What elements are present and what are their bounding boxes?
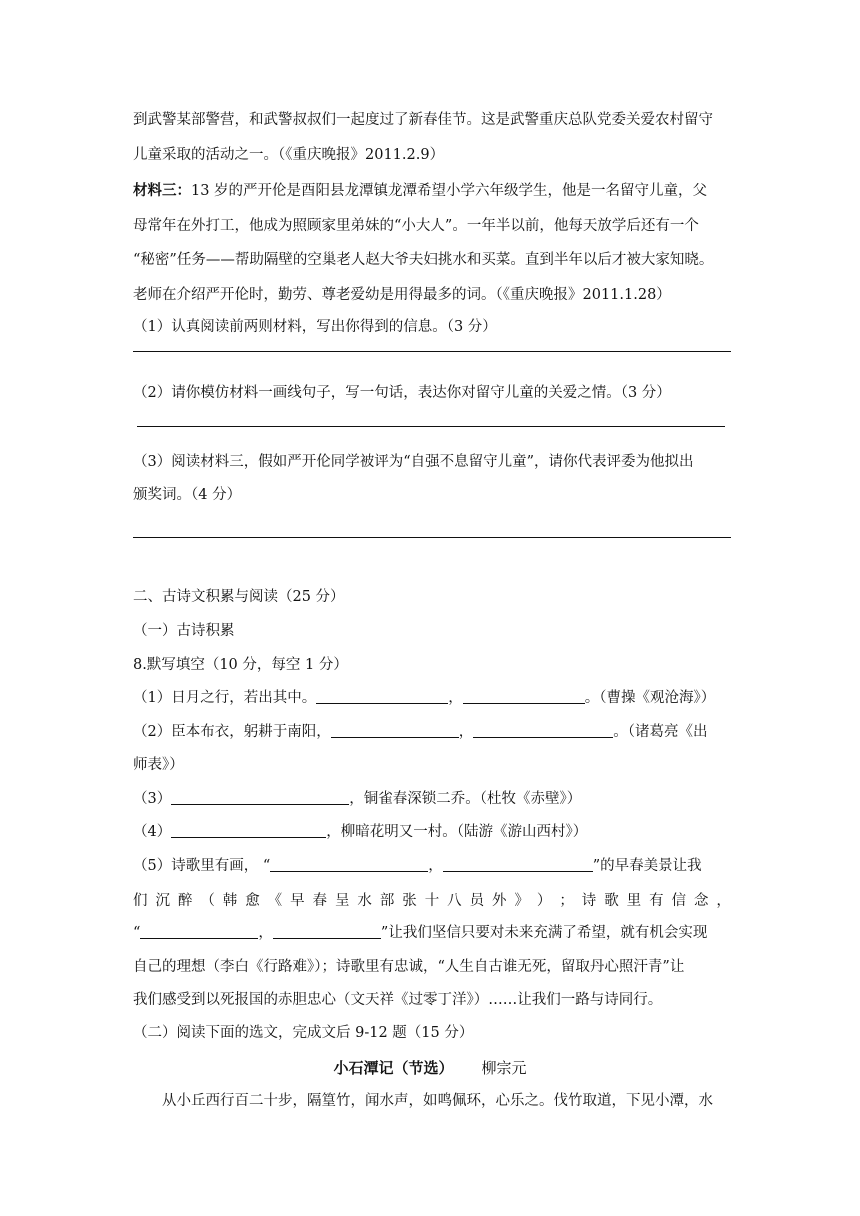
fill-2-line2: 师表》） — [133, 757, 184, 773]
fill-5-line2-char: 春 — [312, 893, 327, 909]
fill-5-line2 — [133, 889, 731, 910]
fill-2-blank-b[interactable] — [473, 722, 613, 738]
material3-line1 — [133, 180, 707, 202]
fill-4-blank[interactable] — [171, 822, 326, 838]
material2-line1: 到武警某部警营，和武警叔叔们一起度过了新春佳节。这是武警重庆总队党委关爱农村留守 — [133, 112, 713, 128]
fill-5-line2-char: 里 — [626, 893, 642, 909]
fill-5-line2-char: 早 — [290, 893, 305, 909]
fill-5-suffix: ”的早春美景让我 — [592, 858, 702, 874]
fill-5-line4: 自己的理想（李白《行路难》）；诗歌里有忠诚，“人生自古谁无死，留取丹心照汗青”让 — [133, 959, 685, 975]
fill-2-prefix: （2）臣本布衣，躬耕于南阳， — [133, 724, 331, 740]
fill-5-line2-char: 歌 — [604, 893, 619, 909]
fill-2-mid: ， — [458, 724, 474, 740]
fill-5-line2-char: 醉 — [177, 893, 193, 909]
fill-5-line2-char: 十 — [424, 893, 440, 909]
fill-5-line5: 我们感受到以死报国的赤胆忠心（文天祥《过零丁洋》）……让我们一路与诗同行。 — [133, 992, 663, 1008]
fill-2 — [133, 721, 707, 743]
fill-5-blank-a[interactable] — [270, 856, 428, 872]
fill-3-prefix: （3） — [133, 791, 172, 807]
fill-5-line2-char: 沉 — [155, 893, 170, 909]
fill-5-mid: ， — [428, 858, 443, 874]
fill-5-line2-char: ； — [559, 893, 574, 909]
fill-5 — [133, 855, 702, 877]
fill-5-line2-char: 张 — [402, 893, 417, 909]
fill-5-line2-char: 信 — [671, 893, 686, 909]
fill-5-prefix: （5）诗歌里有画， “ — [133, 858, 271, 874]
essay-title-row — [0, 1057, 860, 1078]
fill-5-line3-suffix: ”让我们坚信只要对未来充满了希望，就有机会实现 — [380, 925, 708, 941]
fill-5-line2-char: 们 — [133, 893, 148, 909]
fill-5-line3 — [133, 922, 707, 944]
fill-5-blank-d[interactable] — [273, 923, 381, 939]
essay-author: 柳宗元 — [481, 1059, 527, 1077]
essay-title: 小石潭记（节选） — [333, 1059, 454, 1077]
fill-5-line2-char: 外 — [492, 893, 507, 909]
fill-1 — [133, 687, 715, 709]
fill-1-mid: ， — [448, 690, 463, 706]
answer-line-1[interactable] — [133, 351, 731, 352]
fill-2-suffix: 。（诸葛亮《出 — [613, 724, 708, 740]
fill-5-line2-char: 》 — [514, 893, 529, 909]
fill-5-line2-char: 韩 — [222, 893, 238, 909]
fill-5-line3-open: “ — [133, 925, 141, 941]
material3-line4: 老师在介绍严开伦时，勤劳、尊老爱幼是用得最多的词。（《重庆晚报》2011.1.28） — [133, 287, 671, 303]
fill-1-blank-a[interactable] — [316, 688, 448, 704]
fill-5-line2-char: （ — [200, 893, 215, 909]
fill-1-blank-b[interactable] — [463, 688, 585, 704]
fill-5-line2-char: 愈 — [245, 893, 260, 909]
question-8: 8.默写填空（10 分，每空 1 分） — [133, 657, 348, 673]
material3-line3: “秘密”任务——帮助隔壁的空巢老人赵大爷夫妇挑水和买菜。直到半年以后才被大家知晓。 — [133, 252, 714, 268]
fill-5-blank-b[interactable] — [443, 856, 593, 872]
answer-line-3[interactable] — [133, 537, 731, 538]
fill-5-line2-char: 有 — [649, 893, 664, 909]
answer-line-2[interactable] — [137, 426, 725, 427]
fill-1-suffix: 。（曹操《观沧海》） — [584, 690, 716, 706]
question-1: （1）认真阅读前两则材料，写出你得到的信息。（3 分） — [133, 319, 497, 335]
subsection-2-heading: （二）阅读下面的选文，完成文后 9-12 题（15 分） — [133, 1025, 474, 1041]
section-2-heading: 二、古诗文积累与阅读（25 分） — [133, 589, 345, 605]
fill-5-line2-char: 部 — [379, 893, 395, 909]
fill-5-line3-mid: ， — [258, 925, 273, 941]
material2-line2: 儿童采取的活动之一。（《重庆晚报》2011.2.9） — [133, 147, 445, 163]
fill-1-prefix: （1）日月之行，若出其中。 — [133, 690, 317, 706]
fill-5-line2-char: 八 — [447, 893, 462, 909]
fill-2-blank-a[interactable] — [331, 722, 459, 738]
material3-label: 材料三： — [133, 182, 191, 199]
question-3-line1: （3）阅读材料三，假如严开伦同学被评为“自强不息留守儿童”，请你代表评委为他拟出 — [133, 454, 694, 470]
fill-4 — [133, 821, 587, 843]
fill-3-blank[interactable] — [171, 789, 349, 805]
fill-5-line2-char: 员 — [469, 893, 485, 909]
fill-3-suffix: ，铜雀春深锁二乔。（杜牧《赤壁》） — [349, 791, 582, 807]
question-2: （2）请你模仿材料一画线句子，写一句话，表达你对留守儿童的关爱之情。（3 分） — [133, 385, 671, 401]
fill-5-line2-char: ） — [536, 893, 552, 909]
question-3-line2: 颁奖词。（4 分） — [133, 487, 242, 503]
fill-4-prefix: （4） — [133, 824, 172, 840]
essay-line1: 从小丘西行百二十步，隔篁竹，闻水声，如鸣佩环，心乐之。伐竹取道，下见小潭，水 — [162, 1093, 713, 1109]
fill-5-line2-char: 念 — [693, 893, 709, 909]
fill-5-line2-char: 《 — [267, 893, 283, 909]
fill-5-line2-char: 水 — [357, 893, 372, 909]
material3-text1: 13 岁的严开伦是酉阳县龙潭镇龙潭希望小学六年级学生，他是一名留守儿童，父 — [191, 183, 708, 199]
fill-5-line2-char: 呈 — [334, 893, 350, 909]
fill-3 — [133, 788, 581, 810]
fill-5-line2-char: 诗 — [581, 893, 597, 909]
fill-5-line2-char: ， — [716, 893, 731, 909]
fill-5-blank-c[interactable] — [140, 923, 258, 939]
subsection-1-heading: （一）古诗积累 — [133, 623, 235, 639]
fill-4-suffix: ，柳暗花明又一村。（陆游《游山西村》） — [326, 824, 588, 840]
material3-line2: 母常年在外打工，他成为照顾家里弟妹的“小大人”。一年半以前，他每天放学后还有一个 — [133, 218, 699, 234]
